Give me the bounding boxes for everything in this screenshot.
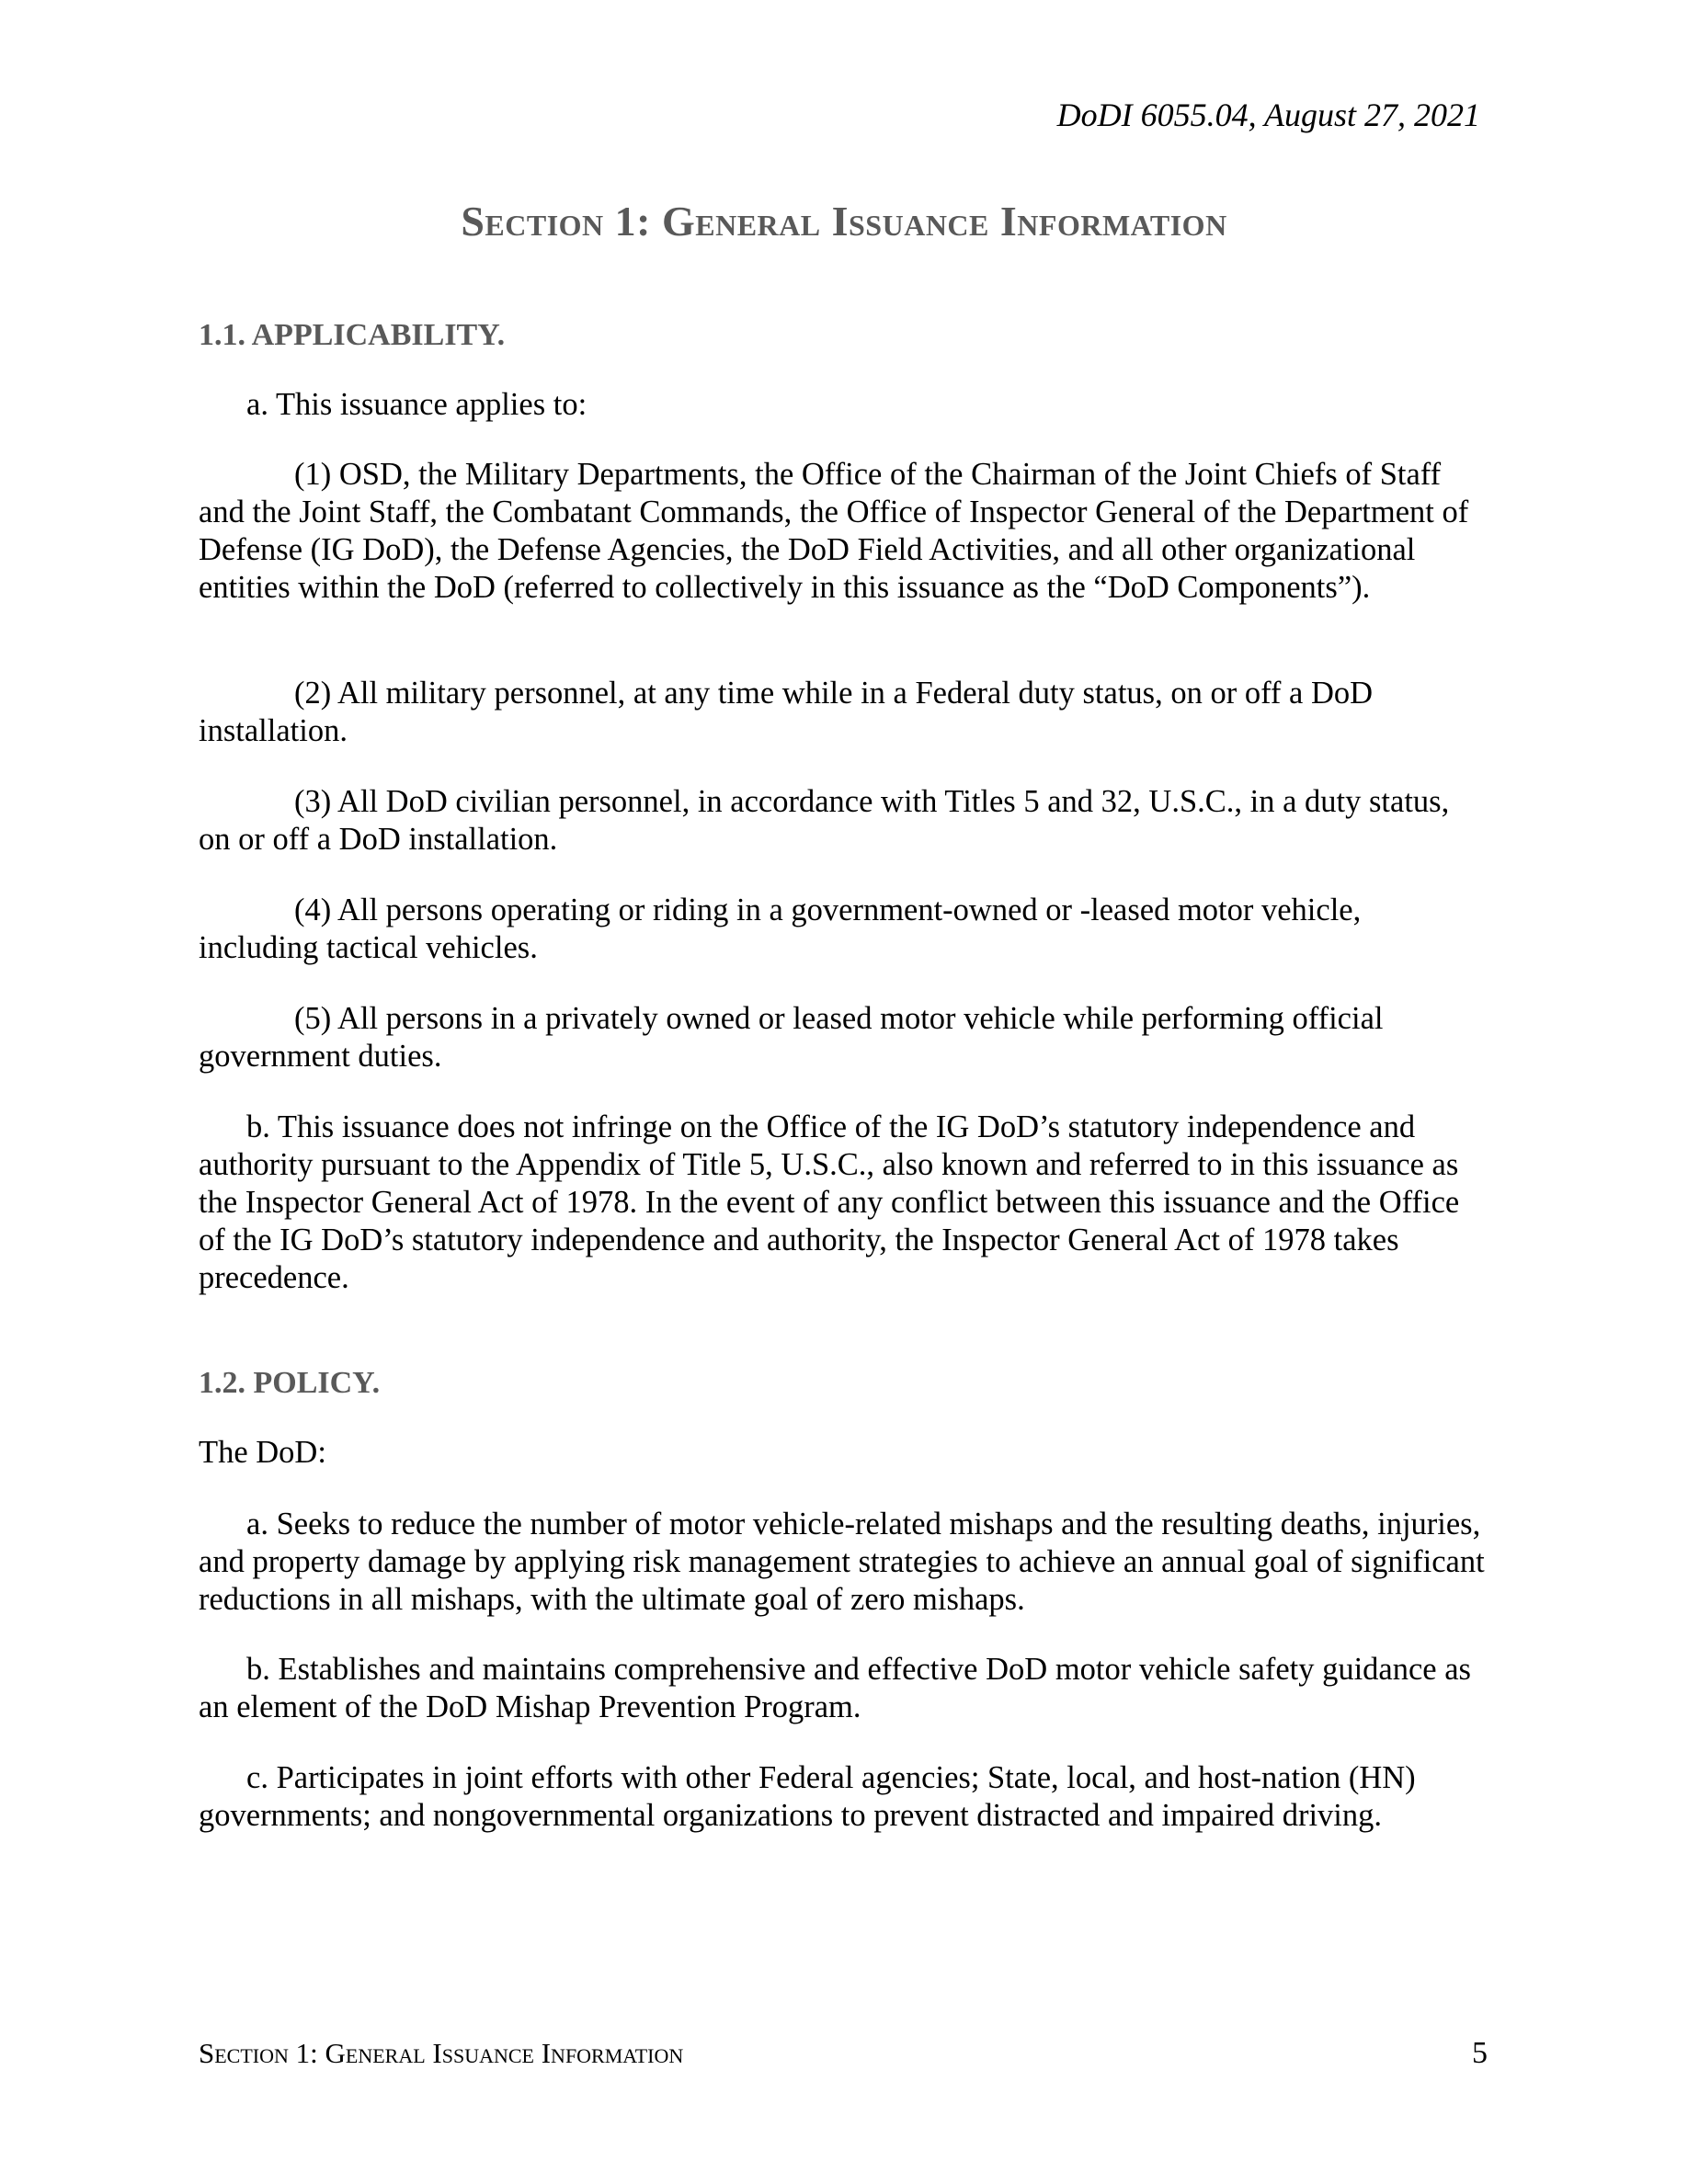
page-footer xyxy=(199,2036,1488,2071)
applicability-b: b. This issuance does not infringe on the Office of the IG DoD’s statutory independence and authority pursuant to the Appendix of Title 5, U.S.C., also known and referred to in this issuance as the Inspector General Act of 1978. In the event of any conflict between this issuance and the Office of the IG DoD’s statutory independence and authority, the Inspector General Act of 1978 takes precedence. xyxy=(199,1109,1460,1295)
applicability-item-2: (2) All military personnel, at any time while in a Federal duty status, on or off a DoD installation. xyxy=(199,676,1374,748)
footer-section-label: Section 1: General Issuance Information xyxy=(199,2037,684,2069)
applicability-heading: 1.1. APPLICABILITY. xyxy=(199,318,506,352)
policy-b: b. Establishes and maintains comprehensive and effective DoD motor vehicle safety guidance as an element of the DoD Mishap Prevention Program. xyxy=(199,1652,1471,1724)
applicability-item-1: (1) OSD, the Military Departments, the Office of the Chairman of the Joint Chiefs of Staff and the Joint Staff, the Combatant Commands, the Office of Inspector General of the Department of Defense (IG DoD), the Defense Agencies, the DoD Field Activities, and all other organizational entities within the DoD (referred to collectively in this issuance as the “DoD Components”). xyxy=(199,457,1469,605)
document-reference-header: DoDI 6055.04, August 27, 2021 xyxy=(1056,97,1480,133)
policy-c: c. Participates in joint efforts with other Federal agencies; State, local, and host-nation (HN) governments; and nongovernmental organizations to prevent distracted and impaired driving. xyxy=(199,1760,1416,1833)
applicability-item-5: (5) All persons in a privately owned or leased motor vehicle while performing official government duties. xyxy=(199,1001,1384,1074)
applicability-item-4: (4) All persons operating or riding in a government-owned or -leased motor vehicle, including tactical vehicles. xyxy=(199,893,1362,965)
applicability-item-3: (3) All DoD civilian personnel, in accordance with Titles 5 and 32, U.S.C., in a duty status, on or off a DoD installation. xyxy=(199,784,1450,857)
policy-heading: 1.2. POLICY. xyxy=(199,1366,381,1400)
page-number: 5 xyxy=(1472,2036,1488,2070)
section-title: Section 1: General Issuance Information xyxy=(461,198,1227,245)
policy-a: a. Seeks to reduce the number of motor vehicle-related mishaps and the resulting deaths, injuries, and property damage by applying risk management strategies to achieve an annual goal of significant reductions in all mishaps, with the ultimate goal of zero mishaps. xyxy=(199,1507,1485,1617)
applicability-a: a. This issuance applies to: xyxy=(246,387,587,422)
policy-intro: The DoD: xyxy=(199,1435,326,1470)
